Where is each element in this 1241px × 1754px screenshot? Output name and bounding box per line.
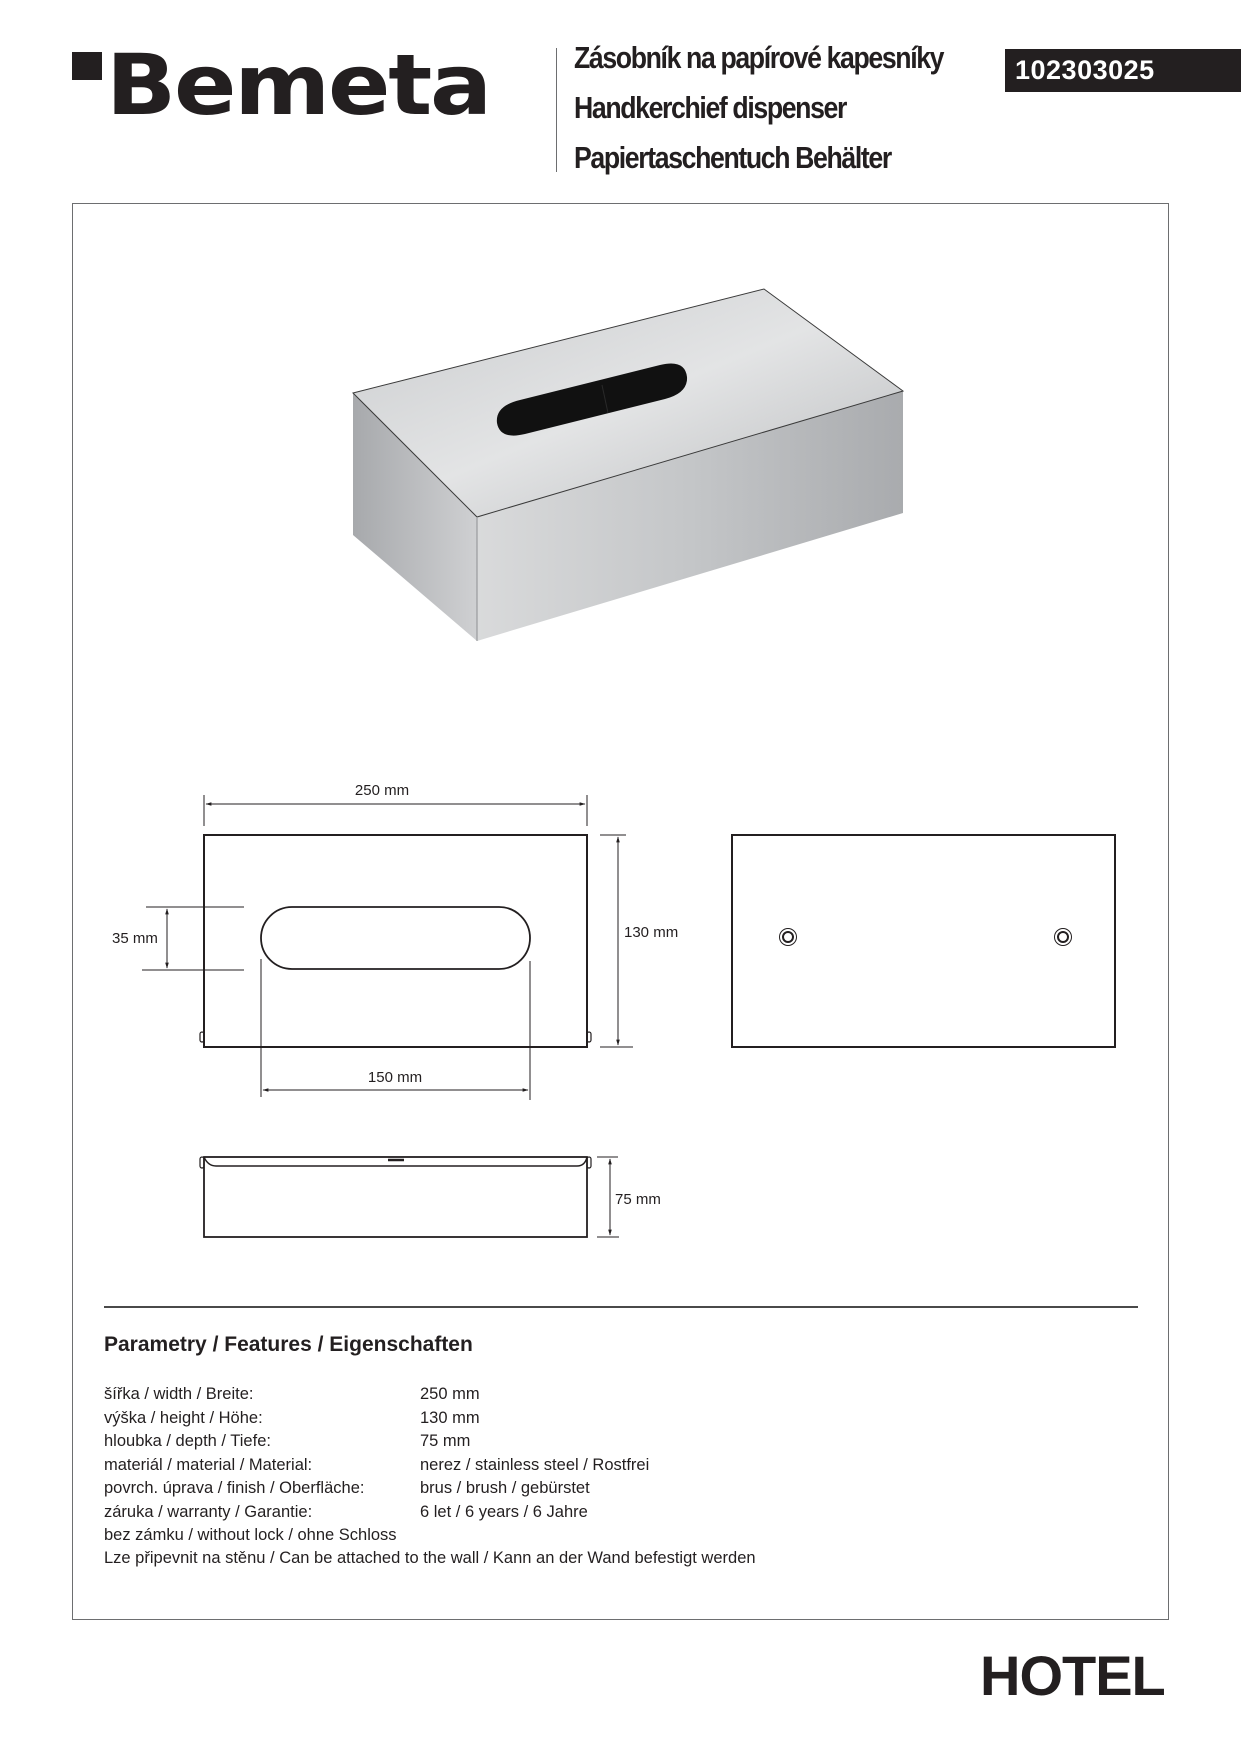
feature-label: hloubka / depth / Tiefe: <box>104 1432 271 1450</box>
feature-label: materiál / material / Material: <box>104 1456 313 1474</box>
feature-value: 6 let / 6 years / 6 Jahre <box>420 1503 588 1521</box>
width-dimension <box>204 795 587 826</box>
feature-label: šířka / width / Breite: <box>104 1385 254 1403</box>
side-view <box>200 1157 591 1237</box>
screw-hole-left <box>780 929 797 946</box>
feature-value: 130 mm <box>420 1409 480 1427</box>
back-view <box>732 835 1115 1047</box>
title-de: Papiertaschentuch Behälter <box>574 140 891 175</box>
feature-value: brus / brush / gebürstet <box>420 1479 590 1497</box>
feature-label: povrch. úprava / finish / Oberfläche: <box>104 1479 365 1497</box>
feature-label: záruka / warranty / Garantie: <box>104 1503 313 1521</box>
feature-value: nerez / stainless steel / Rostfrei <box>420 1456 650 1474</box>
features-title: Parametry / Features / Eigenschaften <box>104 1333 473 1356</box>
height-label: 130 mm <box>624 924 679 941</box>
feature-label: výška / height / Höhe: <box>104 1409 263 1427</box>
section-divider <box>104 1306 1138 1308</box>
feature-value: 75 mm <box>420 1432 471 1450</box>
category-label: HOTEL <box>980 1644 1165 1707</box>
slot-height-label: 35 mm <box>112 930 158 947</box>
front-view <box>200 835 591 1047</box>
slot-width-label: 150 mm <box>367 1069 423 1086</box>
feature-label: bez zámku / without lock / ohne Schloss <box>104 1526 397 1544</box>
width-label: 250 mm <box>354 782 410 799</box>
screw-hole-right <box>1055 929 1072 946</box>
depth-label: 75 mm <box>615 1191 661 1208</box>
feature-value: 250 mm <box>420 1385 480 1403</box>
title-en: Handkerchief dispenser <box>574 90 846 125</box>
svg-text:Bemeta: Bemeta <box>106 48 490 120</box>
product-code: 102303025 <box>1005 49 1241 92</box>
feature-label: Lze připevnit na stěnu / Can be attached to the wall / Kann an der Wand befestigt werden <box>104 1549 756 1567</box>
title-cz: Zásobník na papírové kapesníky <box>574 40 944 75</box>
height-dimension <box>600 835 633 1047</box>
